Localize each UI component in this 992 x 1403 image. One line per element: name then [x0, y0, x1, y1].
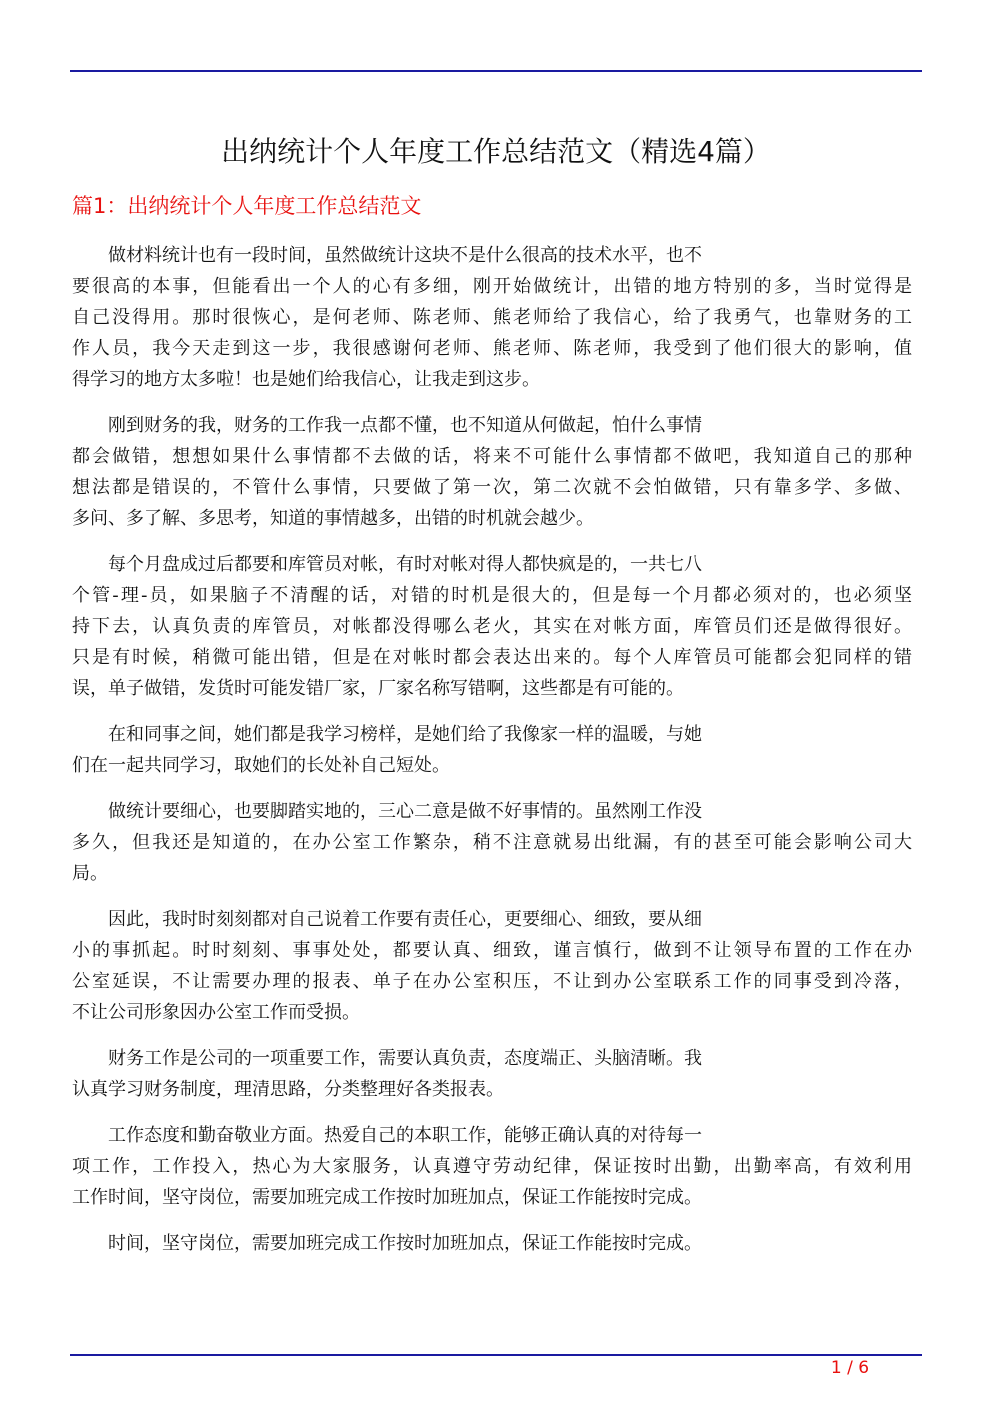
paragraph	[72, 549, 912, 704]
paragraph	[72, 719, 912, 781]
footer-rule	[70, 1354, 922, 1356]
header-rule	[70, 70, 922, 72]
document-body	[72, 240, 912, 1274]
paragraph-line: 小的事抓起。时时刻刻、事事处处，都要认真、细致，谨言慎行，做到不让领导布置的工作在办	[72, 940, 912, 961]
paragraph-line: 工作态度和勤奋敬业方面。热爱自己的本职工作，能够正确认真的对待每一	[108, 1125, 702, 1146]
paragraph-line: 做材料统计也有一段时间，虽然做统计这块不是什么很高的技术水平，也不	[108, 245, 702, 266]
paragraph-line: 刚到财务的我，财务的工作我一点都不懂，也不知道从何做起，怕什么事情	[108, 415, 702, 436]
paragraph-line: 误，单子做错，发货时可能发错厂家，厂家名称写错啊，这些都是有可能的。	[72, 678, 684, 699]
paragraph-line: 项工作，工作投入，热心为大家服务，认真遵守劳动纪律，保证按时出勤，出勤率高，有效利用	[72, 1156, 912, 1177]
paragraph-line: 都会做错，想想如果什么事情都不去做的话，将来不可能什么事情都不做吧，我知道自己的那种	[72, 446, 912, 467]
paragraph-line: 工作时间，坚守岗位，需要加班完成工作按时加班加点，保证工作能按时完成。	[72, 1187, 702, 1208]
paragraph-line: 只是有时候，稍微可能出错，但是在对帐时都会表达出来的。每个人库管员可能都会犯同样的错	[72, 647, 912, 668]
paragraph-line: 做统计要细心，也要脚踏实地的，三心二意是做不好事情的。虽然刚工作没	[108, 801, 702, 822]
paragraph-line: 在和同事之间，她们都是我学习榜样，是她们给了我像家一样的温暖，与她	[108, 724, 702, 745]
paragraph-line: 个管-理-员，如果脑子不清醒的话，对错的时机是很大的，但是每一个月都必须对的，也必须坚	[72, 585, 912, 606]
paragraph-line: 公室延误，不让需要办理的报表、单子在办公室积压，不让到办公室联系工作的同事受到冷落，	[72, 971, 912, 992]
paragraph-line: 们在一起共同学习，取她们的长处补自己短处。	[72, 755, 450, 776]
paragraph-line: 因此，我时时刻刻都对自己说着工作要有责任心，更要细心、细致，要从细	[108, 909, 702, 930]
paragraph-line: 想法都是错误的，不管什么事情，只要做了第一次，第二次就不会怕做错，只有靠多学、多做、	[72, 477, 912, 498]
paragraph-line: 财务工作是公司的一项重要工作，需要认真负责，态度端正、头脑清晰。我	[108, 1048, 702, 1069]
paragraph	[72, 796, 912, 889]
paragraph-line: 时间，坚守岗位，需要加班完成工作按时加班加点，保证工作能按时完成。	[108, 1233, 702, 1254]
paragraph	[72, 1228, 912, 1259]
paragraph-line: 持下去，认真负责的库管员，对帐都没得哪么老火，其实在对帐方面，库管员们还是做得很好。	[72, 616, 912, 637]
paragraph	[72, 904, 912, 1028]
paragraph-line: 多问、多了解、多思考，知道的事情越多，出错的时机就会越少。	[72, 508, 594, 529]
paragraph-line: 作人员，我今天走到这一步，我很感谢何老师、熊老师、陈老师，我受到了他们很大的影响，值	[72, 338, 912, 359]
paragraph-line: 认真学习财务制度，理清思路，分类整理好各类报表。	[72, 1079, 504, 1100]
page-number: 1 / 6	[830, 1358, 870, 1378]
paragraph-line: 得学习的地方太多啦！也是她们给我信心，让我走到这步。	[72, 369, 540, 390]
paragraph-line: 自己没得用。那时很恢心，是何老师、陈老师、熊老师给了我信心，给了我勇气，也靠财务的工	[72, 307, 912, 328]
paragraph-line: 局。	[72, 863, 108, 884]
paragraph	[72, 410, 912, 534]
paragraph	[72, 1120, 912, 1213]
paragraph-line: 多久，但我还是知道的，在办公室工作繁杂，稍不注意就易出纰漏，有的甚至可能会影响公司大	[72, 832, 912, 853]
section-heading: 篇1：出纳统计个人年度工作总结范文	[72, 194, 422, 218]
paragraph	[72, 240, 912, 395]
document-title: 出纳统计个人年度工作总结范文（精选4篇）	[221, 135, 771, 168]
paragraph	[72, 1043, 912, 1105]
paragraph-line: 要很高的本事，但能看出一个人的心有多细，刚开始做统计，出错的地方特别的多，当时觉得是	[72, 276, 912, 297]
paragraph-line: 不让公司形象因办公室工作而受损。	[72, 1002, 360, 1023]
paragraph-line: 每个月盘成过后都要和库管员对帐，有时对帐对得人都快疯是的，一共七八	[108, 554, 702, 575]
